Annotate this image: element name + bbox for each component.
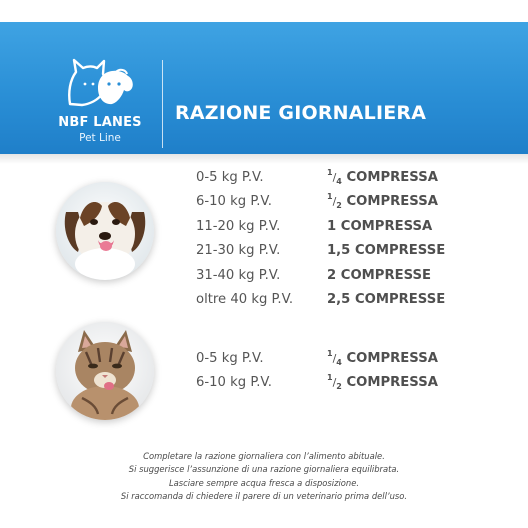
weight-range: 6-10 kg P.V.: [196, 194, 272, 210]
table-row: [196, 288, 496, 312]
weight-range: 6-10 kg P.V.: [196, 375, 272, 391]
header-divider: [162, 60, 163, 148]
weight-range: oltre 40 kg P.V.: [196, 291, 294, 307]
header-shadow: [0, 154, 528, 164]
dog-dosage-table: [196, 166, 496, 312]
weight-range: 0-5 kg P.V.: [196, 351, 264, 366]
dose-amount: 1 COMPRESSA: [327, 218, 433, 234]
table-row: [196, 371, 496, 395]
dose-amount: 2 COMPRESSE: [327, 267, 432, 283]
weight-range: 31-40 kg P.V.: [196, 267, 281, 283]
weight-range: 21-30 kg P.V.: [196, 243, 281, 259]
dose-fraction: $^1/_2$: [327, 192, 342, 211]
note-line: Lasciare sempre acqua fresca a disposizione.: [168, 477, 360, 488]
note-line: Si suggerisce l’assunzione di una razione giornaliera equilibrata.: [128, 464, 400, 475]
note-line: Si raccomanda di chiedere il parere di un veterinario prima dell’uso.: [120, 491, 408, 502]
table-row: [196, 215, 496, 239]
dose-fraction: $^1/_4$: [327, 168, 342, 186]
cat-photo: [56, 322, 154, 420]
dose-amount: $^1/_4$ COMPRESSA: [327, 349, 438, 367]
page-title: RAZIONE GIORNALIERA: [175, 102, 427, 124]
dose-amount: 1,5 COMPRESSE: [327, 243, 446, 259]
dose-amount: $^1/_2$ COMPRESSA: [327, 192, 438, 211]
table-row: [196, 166, 496, 190]
cat-dog-silhouette-icon: [64, 58, 136, 108]
dose-amount: $^1/_2$ COMPRESSA: [327, 373, 438, 392]
table-row: [196, 347, 496, 371]
dose-amount: 2,5 COMPRESSE: [327, 291, 446, 307]
brand-name: NBF LANES: [58, 115, 142, 130]
dose-fraction: $^1/_4$: [327, 349, 342, 367]
note-line: Completare la razione giornaliera con l’alimento abituale.: [143, 451, 385, 461]
dose-amount: $^1/_4$ COMPRESSA: [327, 168, 438, 186]
brand-logo: [50, 46, 150, 150]
header-banner: [0, 22, 528, 154]
usage-notes: [40, 450, 488, 504]
dose-fraction: $^1/_2$: [327, 373, 342, 392]
table-row: [196, 190, 496, 214]
brand-subtitle: Pet Line: [79, 132, 121, 144]
weight-range: 11-20 kg P.V.: [196, 218, 281, 234]
weight-range: 0-5 kg P.V.: [196, 170, 264, 185]
table-row: [196, 239, 496, 263]
table-row: [196, 264, 496, 288]
dog-photo: [56, 182, 154, 280]
cat-dosage-table: [196, 347, 496, 396]
